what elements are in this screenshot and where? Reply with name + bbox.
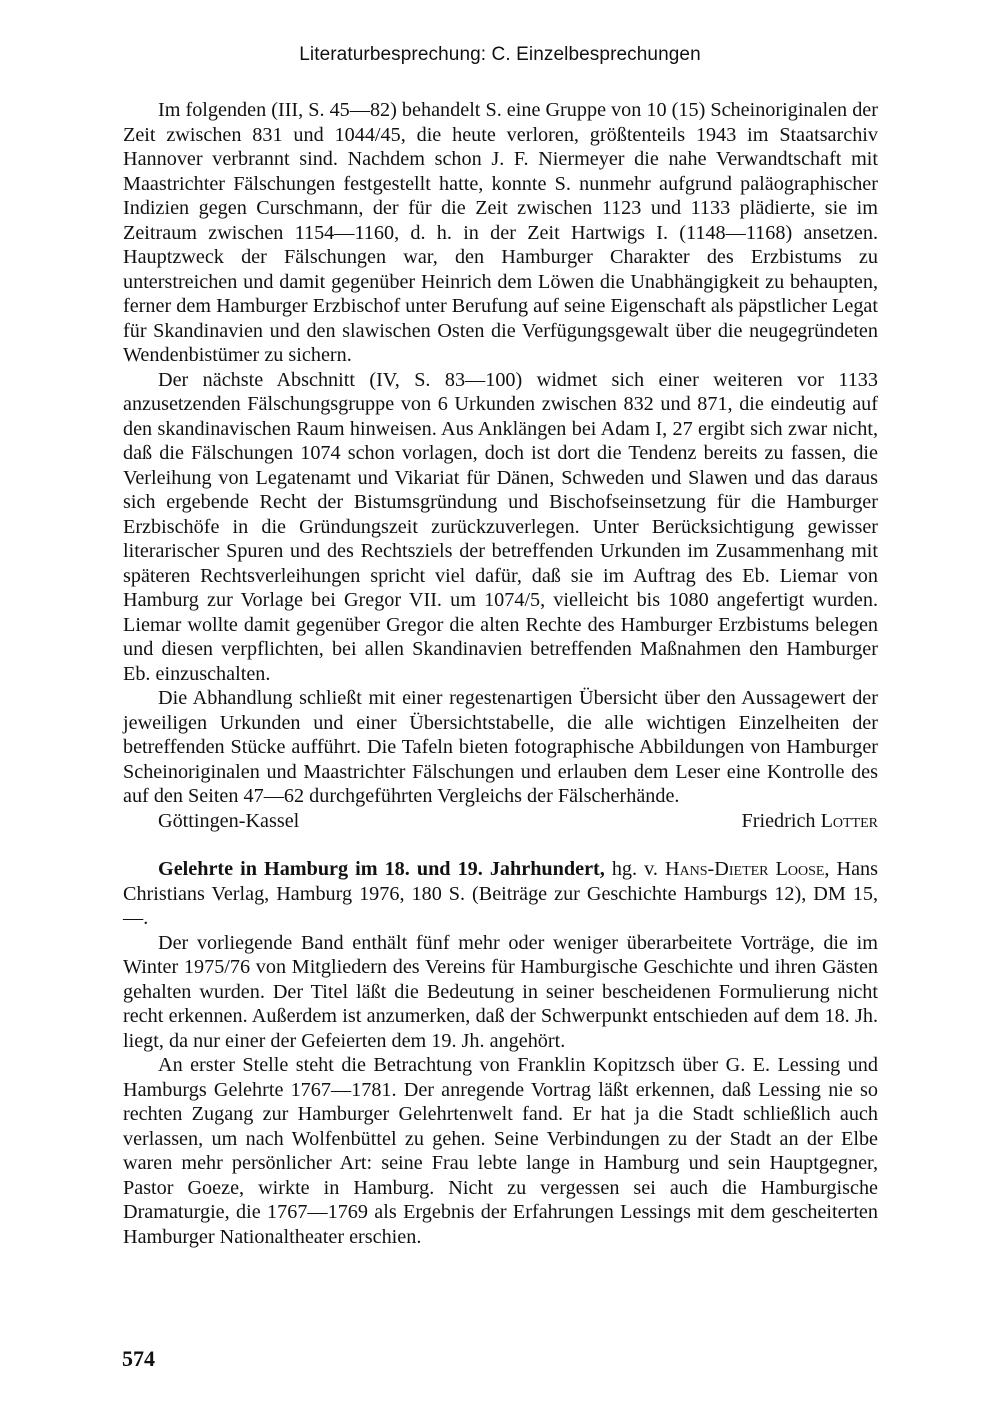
paragraph: Der nächste Abschnitt (IV, S. 83—100) widmet sich einer weiteren vor 1133 anzusetzenden Fälschungsgruppe von 6 Urkunden zwischen 832 und 871, die eindeutig auf den skandinavischen Raum hinweisen. Aus Anklängen bei Adam I, 27 ergibt sich zwar nicht, daß die Fälschungen 1074 schon vorlagen, doch ist dort die Tendenz bereits zu fassen, die Verleihung von Legatenamt und Vikariat für Dänen, Schweden und Slawen und das daraus sich ergebende Recht der Bistumsgründung und Bischofseinsetzung für die Hamburger Erzbischöfe in die Gründungszeit zurückzuverlegen. Unter Berücksichtigung gewisser literarischer Spuren und des Rechtsziels der betreffenden Urkunden im Zusammenhang mit späteren Rechtsverleihungen spricht viel dafür, daß sie im Auftrag des Eb. Liemar von Hamburg zur Vorlage bei Gregor VII. um 1074/5, vielleicht bis 1080 angefertigt wurden. Liemar wollte damit gegenüber Gregor die alten Rechte des Hamburger Erzbistums belegen und diesen verpflichten, bei allen Skandinavien betreffenden Maßnahmen den Hamburger Eb. einzuschalten.: [123, 368, 878, 685]
publication-details: Hans Christians Verlag, Hamburg 1976, 180 S. (Beiträge zur Geschichte Hamburgs 12), DM 15,—.: [123, 858, 879, 929]
review-lotter: [123, 98, 878, 833]
page-number: 574: [122, 1346, 155, 1371]
review-gelehrte-hamburg: [123, 857, 878, 1249]
review-signature: [123, 809, 878, 834]
reviewer-first-name: Friedrich: [741, 809, 816, 832]
editor-prefix: hg. v.: [604, 858, 665, 880]
reviewer-place: Göttingen-Kassel: [158, 809, 300, 832]
page-body: [123, 98, 878, 1249]
paragraph: An erster Stelle steht die Betrachtung von Franklin Kopitzsch über G. E. Lessing und Hamburgs Gelehrte 1767—1781. Der anregende Vortrag läßt erkennen, daß Lessing nie so rechten Zugang zur Hamburger Gelehrtenwelt fand. Er hat ja die Stadt schließlich auch verlassen, um nach Wolfenbüttel zu gehen. Seine Verbindungen zu der Stadt an der Elbe waren mehr persönlicher Art: seine Frau lebte lange in Hamburg und sein Hauptgegner, Pastor Goeze, wirkte in Hamburg. Nicht zu vergessen sei auch die Hamburgische Dramaturgie, die 1767—1769 als Ergebnis der Erfahrungen Lessings mit dem gescheiterten Hamburger Nationaltheater erschien.: [123, 1054, 878, 1248]
book-title: Gelehrte in Hamburg im 18. und 19. Jahrhundert,: [158, 858, 605, 880]
bibliographic-entry: [123, 857, 878, 931]
reviewer-last-name: Lotter: [820, 809, 878, 832]
reviewer-name: [742, 809, 878, 834]
paragraph: Die Abhandlung schließt mit einer regestenartigen Übersicht über den Aussagewert der jeweiligen Urkunden und einer Übersichtstabelle, die alle wichtigen Einzelheiten der betreffenden Stücke aufführt. Die Tafeln bieten fotographische Abbildungen von Hamburger Scheinoriginalen und Maastrichter Fälschungen und erlauben dem Leser eine Kontrolle des auf den Seiten 47—62 durchgeführten Vergleichs der Fälscherhände.: [123, 687, 878, 807]
editor-name: Hans-Dieter Loose,: [664, 858, 830, 880]
paragraph: Im folgenden (III, S. 45—82) behandelt S. eine Gruppe von 10 (15) Scheinoriginalen der Zeit zwischen 831 und 1044/45, die heute verloren, größtenteils 1943 im Staatsarchiv Hannover verbrannt sind. Nachdem schon J. F. Niermeyer die nahe Verwandtschaft mit Maastrichter Fälschungen festgestellt hatte, konnte S. nunmehr aufgrund paläographischer Indizien gegen Curschmann, der für die Zeit zwischen 1123 und 1133 plädierte, sie im Zeitraum zwischen 1154—1160, d. h. in der Zeit Hartwigs I. (1148—1168) ansetzen. Hauptzweck der Fälschungen war, den Hamburger Charakter des Erzbistums zu unterstreichen und damit gegenüber Heinrich dem Löwen die Unabhängigkeit zu behaupten, ferner dem Hamburger Erzbischof unter Berufung auf seine Eigenschaft als päpstlicher Legat für Skandinavien und den slawischen Osten die Verfügungsgewalt über die neugegründeten Wendenbistümer zu sichern.: [123, 99, 878, 366]
paragraph: Der vorliegende Band enthält fünf mehr oder weniger überarbeitete Vorträge, die im Winter 1975/76 von Mitgliedern des Vereins für Hamburgische Geschichte und ihren Gästen gehalten wurden. Der Titel läßt die Bedeutung in seiner bescheidenen Formulierung nicht recht erkennen. Außerdem ist anzumerken, daß der Schwerpunkt entschieden auf dem 18. Jh. liegt, da nur einer der Gefeierten dem 19. Jh. angehört.: [123, 931, 878, 1052]
running-head: Literaturbesprechung: C. Einzelbesprechungen: [299, 44, 701, 65]
